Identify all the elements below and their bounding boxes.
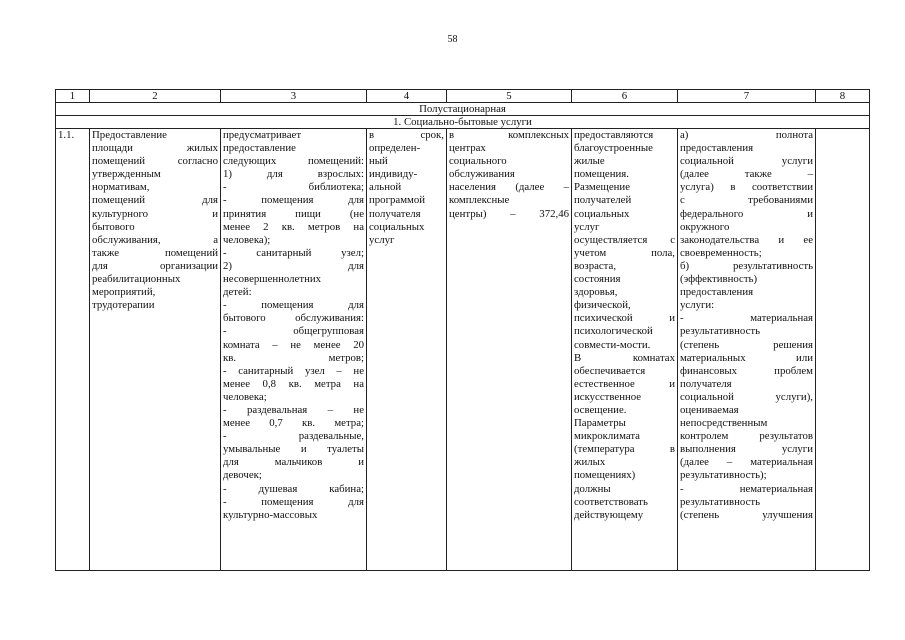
cell-text-line: предоставления bbox=[680, 286, 754, 299]
cell-text-line: девочек; bbox=[223, 469, 262, 482]
cell-text-line: в срок, bbox=[369, 129, 444, 141]
cell-text-line: психической и bbox=[574, 312, 675, 325]
cell-text-line: кв. метров; bbox=[223, 351, 364, 364]
cell-text-line: непосредственным bbox=[680, 417, 768, 430]
cell-text-line: помещений согласно bbox=[92, 155, 218, 168]
cell-text-line: благоустроенные bbox=[574, 142, 653, 155]
column-number: 4 bbox=[367, 90, 447, 103]
cell-text-line: утвержденным bbox=[92, 168, 161, 181]
cell-text-line: центрах bbox=[449, 142, 486, 155]
cell-text-line: результативность); bbox=[680, 469, 767, 482]
cell-text-line: бытового обслуживания: bbox=[223, 312, 364, 325]
cell-text-line: результативность bbox=[680, 495, 761, 508]
table-row bbox=[56, 129, 870, 571]
cell-text-line: искусственное bbox=[574, 390, 642, 403]
cell-text-line: центры) – 372,46 bbox=[449, 207, 569, 220]
services-table bbox=[55, 89, 870, 571]
cell-text-line: - раздевальная – не bbox=[223, 403, 364, 416]
cell-text-line: социального bbox=[449, 155, 507, 168]
cell-text-line: услуг bbox=[369, 233, 395, 246]
cell-text-line: предоставления bbox=[680, 142, 754, 155]
cell-text-line: услуг bbox=[574, 220, 600, 233]
cell-text-line: бытового bbox=[92, 220, 135, 233]
cell-text-line: обслуживания, а bbox=[92, 233, 218, 246]
cell-text-line: - библиотека; bbox=[223, 181, 364, 194]
cell-text-line: индивиду- bbox=[369, 168, 418, 181]
cell-text-line: следующих помещений: bbox=[223, 155, 364, 168]
cell-text-line: (степень решения bbox=[680, 338, 813, 351]
cell-text-line: комната – не менее 20 bbox=[223, 338, 364, 351]
cell-text-line: - помещения для bbox=[223, 194, 364, 207]
service-content-cell bbox=[221, 129, 367, 571]
cell-text-line: здоровья, bbox=[574, 286, 618, 299]
cell-text-line: получателей bbox=[574, 194, 632, 207]
cell-text-line: микроклимата bbox=[574, 430, 640, 443]
cell-text-line: возраста, bbox=[574, 259, 617, 272]
cell-text-line: реабилитационных bbox=[92, 273, 181, 286]
column-number-row bbox=[56, 90, 870, 103]
cell-text-line: - нематериальная bbox=[680, 482, 813, 495]
cell-text-line: а) полнота bbox=[680, 129, 813, 141]
cell-text-line: программой bbox=[369, 194, 426, 207]
cell-text-line: населения (далее – bbox=[449, 181, 569, 194]
cell-text-line: с требованиями bbox=[680, 194, 813, 207]
cell-text-line: должны bbox=[574, 482, 611, 495]
cell-text-line: - санитарный узел – не bbox=[223, 364, 364, 377]
cell-text-line: - помещения для bbox=[223, 495, 364, 508]
service-term-cell bbox=[367, 129, 447, 571]
quality-indicators-cell bbox=[678, 129, 816, 571]
cell-text-line: человека; bbox=[223, 390, 267, 403]
cell-text-line: для организации bbox=[92, 259, 218, 272]
cell-text-line: результативность bbox=[680, 325, 761, 338]
subsection-row bbox=[56, 116, 870, 129]
cell-text-line: предусматривает bbox=[223, 129, 302, 141]
cell-text-line: услуга) в соответствии bbox=[680, 181, 813, 194]
cell-text-line: обслуживания bbox=[449, 168, 515, 181]
cell-text-line: трудотерапии bbox=[92, 299, 155, 312]
service-tariff-cell bbox=[447, 129, 572, 571]
cell-text-line: менее 2 кв. метров на bbox=[223, 220, 364, 233]
cell-text-line: альной bbox=[369, 181, 402, 194]
cell-text-line: (степень улучшения bbox=[680, 508, 813, 521]
cell-text-line: окружного bbox=[680, 220, 730, 233]
cell-text-line: детей: bbox=[223, 286, 252, 299]
evaluation-cell bbox=[816, 129, 870, 571]
cell-text-line: федерального и bbox=[680, 207, 813, 220]
cell-text-line: В комнатах bbox=[574, 351, 675, 364]
cell-text-line: Размещение bbox=[574, 181, 630, 194]
cell-text-line: жилые bbox=[574, 155, 605, 168]
cell-text-line: - помещения для bbox=[223, 299, 364, 312]
cell-text-line: помещения. bbox=[574, 168, 629, 181]
cell-text-line: психологической bbox=[574, 325, 653, 338]
column-number: 5 bbox=[447, 90, 572, 103]
cell-text-line: (далее – материальная bbox=[680, 456, 813, 469]
cell-text-line: (далее также – bbox=[680, 168, 813, 181]
cell-text-line: в комплексных bbox=[449, 129, 569, 141]
cell-text-line: социальных bbox=[369, 220, 425, 233]
column-number: 6 bbox=[572, 90, 678, 103]
cell-text-line: обеспечивается bbox=[574, 364, 646, 377]
section-title: Полустационарная bbox=[56, 103, 870, 116]
cell-text-line: оцениваемая bbox=[680, 403, 739, 416]
cell-text-line: помещениях) bbox=[574, 469, 636, 482]
cell-text-line: культурно-массовых bbox=[223, 508, 318, 521]
cell-text-line: услуги: bbox=[680, 299, 715, 312]
cell-text-line: - душевая кабина; bbox=[223, 482, 364, 495]
cell-text-line: б) результативность bbox=[680, 259, 813, 272]
cell-text-line: действующему bbox=[574, 508, 644, 521]
cell-text-line: контролем результатов bbox=[680, 430, 813, 443]
cell-text-line: определен- bbox=[369, 142, 421, 155]
cell-text-line: несовершеннолетних bbox=[223, 273, 322, 286]
row-number: 1.1. bbox=[56, 129, 90, 571]
cell-text-line: состояния bbox=[574, 273, 621, 286]
cell-text-line: менее 0,7 кв. метра; bbox=[223, 417, 364, 430]
cell-text-line: Параметры bbox=[574, 417, 626, 430]
cell-text-line: физической, bbox=[574, 299, 631, 312]
page-number: 58 bbox=[447, 34, 458, 45]
service-conditions-cell bbox=[572, 129, 678, 571]
cell-text-line: выполнения услуги bbox=[680, 443, 813, 456]
cell-text-line: получателя bbox=[680, 377, 732, 390]
cell-text-line: (температура в bbox=[574, 443, 675, 456]
cell-text-line: Предоставление bbox=[92, 129, 167, 141]
cell-text-line: помещений для bbox=[92, 194, 218, 207]
cell-text-line: предоставляются bbox=[574, 129, 654, 141]
cell-text-line: предоставление bbox=[223, 142, 296, 155]
cell-text-line: мероприятий, bbox=[92, 286, 156, 299]
cell-text-line: - санитарный узел; bbox=[223, 246, 364, 259]
cell-text-line: - общегрупповая bbox=[223, 325, 364, 338]
cell-text-line: финансовых проблем bbox=[680, 364, 813, 377]
cell-text-line: принятия пищи (не bbox=[223, 207, 364, 220]
cell-text-line: ный bbox=[369, 155, 388, 168]
cell-text-line: осуществляется с bbox=[574, 233, 675, 246]
cell-text-line: человека); bbox=[223, 233, 271, 246]
cell-text-line: социальной услуги bbox=[680, 155, 813, 168]
cell-text-line: жилых bbox=[574, 456, 606, 469]
cell-text-line: нормативам, bbox=[92, 181, 150, 194]
cell-text-line: площади жилых bbox=[92, 142, 218, 155]
cell-text-line: соответствовать bbox=[574, 495, 648, 508]
service-name-cell bbox=[90, 129, 221, 571]
cell-text-line: материальных или bbox=[680, 351, 813, 364]
cell-text-line: совмести-мости. bbox=[574, 338, 651, 351]
subsection-title: 1. Социально-бытовые услуги bbox=[56, 116, 870, 129]
section-row bbox=[56, 103, 870, 116]
cell-text-line: освещение. bbox=[574, 403, 627, 416]
cell-text-line: социальной услуги), bbox=[680, 390, 813, 403]
cell-text-line: своевременность; bbox=[680, 246, 762, 259]
cell-text-line: также помещений bbox=[92, 246, 218, 259]
cell-text-line: культурного и bbox=[92, 207, 218, 220]
cell-text-line: законодательства и ее bbox=[680, 233, 813, 246]
column-number: 8 bbox=[816, 90, 870, 103]
cell-text-line: 1) для взрослых: bbox=[223, 168, 364, 181]
cell-text-line: (эффективность) bbox=[680, 273, 758, 286]
cell-text-line: 2) для bbox=[223, 259, 364, 272]
cell-text-line: менее 0,8 кв. метра на bbox=[223, 377, 364, 390]
cell-text-line: для мальчиков и bbox=[223, 456, 364, 469]
cell-text-line: учетом пола, bbox=[574, 246, 675, 259]
column-number: 1 bbox=[56, 90, 90, 103]
cell-text-line: естественное и bbox=[574, 377, 675, 390]
cell-text-line: - материальная bbox=[680, 312, 813, 325]
column-number: 7 bbox=[678, 90, 816, 103]
cell-text-line: - раздевальные, bbox=[223, 430, 364, 443]
column-number: 3 bbox=[221, 90, 367, 103]
cell-text-line: умывальные и туалеты bbox=[223, 443, 364, 456]
cell-text-line: получателя bbox=[369, 207, 421, 220]
cell-text-line: социальных bbox=[574, 207, 630, 220]
column-number: 2 bbox=[90, 90, 221, 103]
cell-text-line: комплексные bbox=[449, 194, 510, 207]
